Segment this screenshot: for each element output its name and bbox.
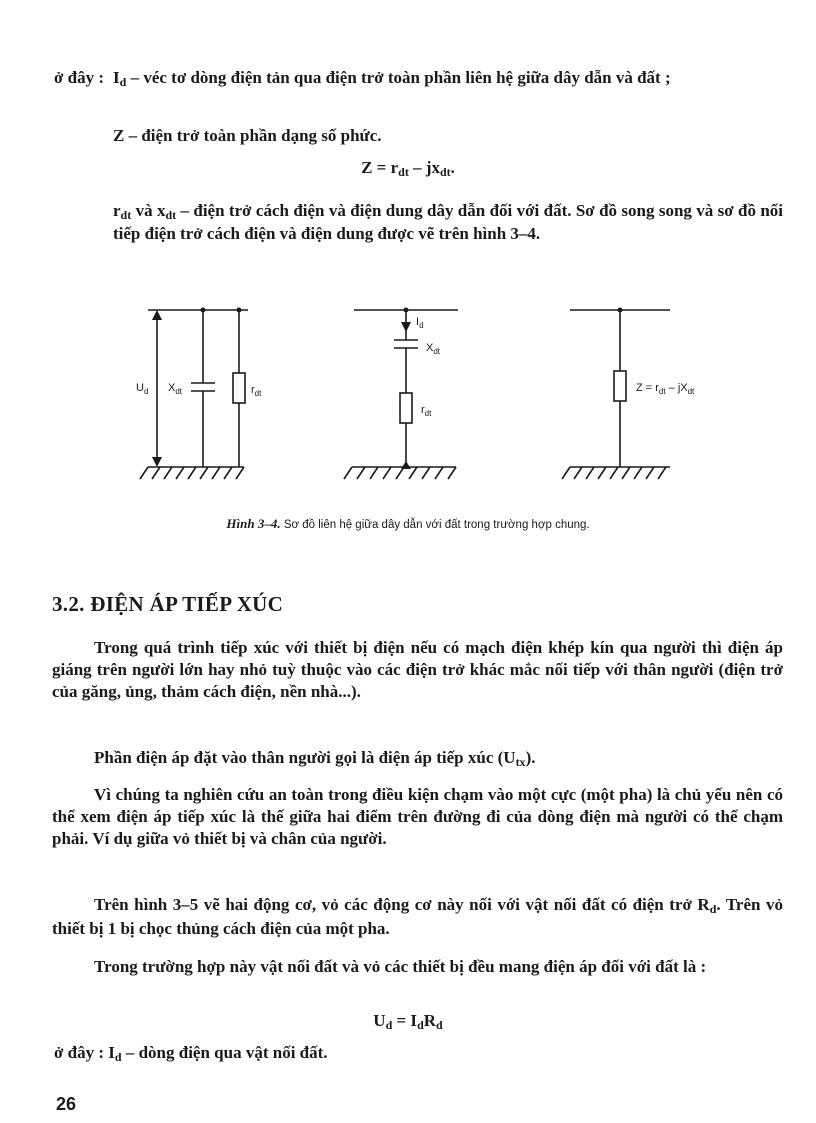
formula-z: $Z = r_{dt} - jx_{dt}$. [361,158,455,179]
para-5: Phần điện áp đặt vào thân người gọi là điện áp tiếp xúc $(U_{tx})$. [94,748,536,769]
para-6: Vì chúng ta nghiên cứu an toàn trong điều kiện chạm vào một cực (một pha) là chủ yếu nên có thể xem điện áp tiếp xúc là thế giữa hai điểm trên đường đi của dòng điện mà người có thể chạm phải. Ví dụ giữa vỏ thiết bị và chân của người. [52,785,783,848]
page-number: 26 [56,1094,77,1114]
figure-caption-label: Hình 3–4. [226,516,281,531]
label-ud: $U_d$ [136,382,149,396]
d3-ground-hatch [562,467,666,479]
para-2: Z – điện trở toàn phần dạng số phức. [113,126,382,145]
formula-ud: $U_d = I_dR_d$ [373,1011,443,1032]
label-xdt-2: $X_{dt}$ [426,342,441,356]
d3-junction [618,308,623,313]
section-title: 3.2. ĐIỆN ÁP TIẾP XÚC [52,592,284,616]
d1-junction-cap [201,308,206,313]
d2-ground-marker [401,461,411,469]
para-7: Trên hình 3–5 vẽ hai động cơ, vỏ các động cơ này nối với vật nối đất có điện trở $R_d$. Trên vỏ thiết bị 1 bị chọc thủng cách điện của một pha. [52,895,783,938]
d2-ground-hatch [344,467,456,479]
d2-junction [404,308,409,313]
d2-current-arrow [401,322,411,332]
d1-voltage-arrow-bottom [152,457,162,467]
para-1-text: – véc tơ dòng điện tản qua điện trở toàn phần liên hệ giữa dây dẫn và đất ; [130,68,671,87]
para-9: ở đây : $I_d$ – dòng điện qua vật nối đất. [54,1043,328,1064]
d2-resistor [400,393,412,423]
label-rdt-1: $r_{dt}$ [251,384,262,398]
d1-resistor [233,373,245,403]
label-xdt-1: $X_{dt}$ [168,382,183,396]
para-1-lead: ở đây : [54,68,105,87]
label-rdt-2: $r_{dt}$ [421,404,432,418]
para-8: Trong trường hợp này vật nối đất và vỏ các thiết bị đều mang điện áp đối với đất là : [94,957,707,976]
d1-ground-hatch [140,467,244,479]
figure-caption-text: Sơ đồ liên hệ giữa dây dẫn với đất trong trường hợp chung. [283,519,590,531]
d3-impedance [614,371,626,401]
d1-voltage-arrow-top [152,310,162,320]
label-z: $Z = r_{dt} - jX_{dt}$ [636,382,695,396]
figure-caption [0,515,816,534]
d1-junction-res [237,308,242,313]
label-id: $I_d$ [416,316,424,330]
para-4: Trong quá trình tiếp xúc với thiết bị điện nếu có mạch điện khép kín qua người thì điện áp giáng trên người lớn hay nhỏ tuỳ thuộc vào các điện trở khác mắc nối tiếp với thân người (điện trở của găng, ủng, thảm cách điện, nền nhà...). [52,638,783,701]
para-3: $r_{dt}$ và $x_{dt}$ – điện trở cách điện và điện dung dây dẫn đối với đất. Sơ đồ song song và sơ đồ nối tiếp điện trở cách điện và điện dung được vẽ trên hình 3–4. [113,201,784,243]
para-1-symbol: $I_d$ [113,68,127,89]
